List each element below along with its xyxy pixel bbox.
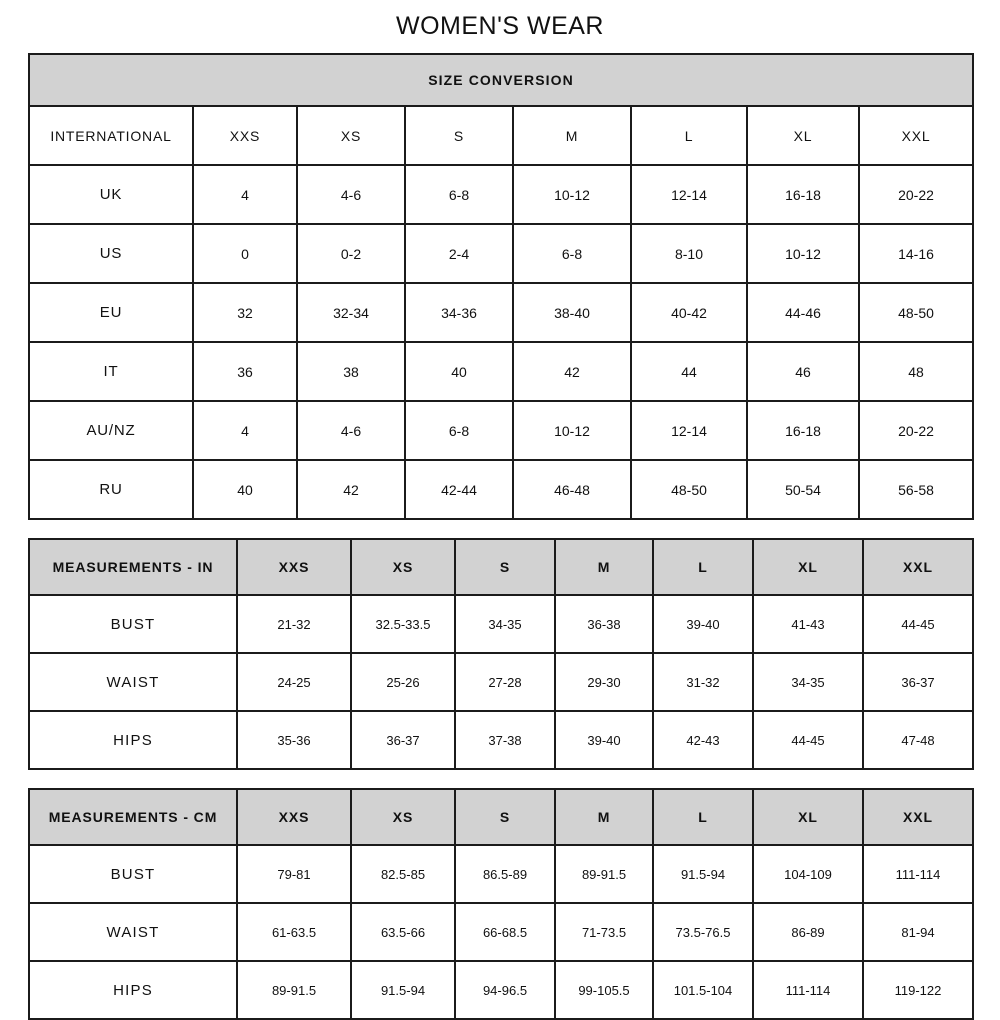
table-row-header: [29, 106, 973, 165]
row-label-uk: UK: [29, 165, 193, 224]
row-label-in-bust: BUST: [29, 595, 237, 653]
cell-us-xxl: 14-16: [859, 224, 973, 283]
cell-in-waist-xl: 34-35: [753, 653, 863, 711]
col-header-m: M: [513, 106, 631, 165]
cell-ru-m: 46-48: [513, 460, 631, 519]
cell-it-s: 40: [405, 342, 513, 401]
cell-cm-hips-s: 94-96.5: [455, 961, 555, 1019]
cell-uk-xxs: 4: [193, 165, 297, 224]
cell-cm-hips-l: 101.5-104: [653, 961, 753, 1019]
cell-ru-xxl: 56-58: [859, 460, 973, 519]
cell-eu-xxl: 48-50: [859, 283, 973, 342]
cell-cm-hips-xs: 91.5-94: [351, 961, 455, 1019]
cell-cm-bust-xxl: 111-114: [863, 845, 973, 903]
table-row: [29, 903, 973, 961]
cell-us-xs: 0-2: [297, 224, 405, 283]
cell-in-bust-xs: 32.5-33.5: [351, 595, 455, 653]
row-label-eu: EU: [29, 283, 193, 342]
col-header-cm-m: M: [555, 789, 653, 845]
cell-ru-xl: 50-54: [747, 460, 859, 519]
col-header-l: L: [631, 106, 747, 165]
cell-in-bust-xxl: 44-45: [863, 595, 973, 653]
col-header-in-m: M: [555, 539, 653, 595]
col-header-cm-xxs: XXS: [237, 789, 351, 845]
cell-cm-bust-xxs: 79-81: [237, 845, 351, 903]
col-header-in-xxl: XXL: [863, 539, 973, 595]
table-row: [29, 711, 973, 769]
col-header-xxl: XXL: [859, 106, 973, 165]
col-header-in-xl: XL: [753, 539, 863, 595]
col-header-measurements-in: MEASUREMENTS - IN: [29, 539, 237, 595]
cell-aunz-m: 10-12: [513, 401, 631, 460]
cell-us-xl: 10-12: [747, 224, 859, 283]
cell-it-l: 44: [631, 342, 747, 401]
row-label-ru: RU: [29, 460, 193, 519]
cell-uk-xl: 16-18: [747, 165, 859, 224]
cell-it-m: 42: [513, 342, 631, 401]
cell-in-hips-xs: 36-37: [351, 711, 455, 769]
cell-in-waist-s: 27-28: [455, 653, 555, 711]
cell-cm-bust-xs: 82.5-85: [351, 845, 455, 903]
col-header-xxs: XXS: [193, 106, 297, 165]
cell-us-m: 6-8: [513, 224, 631, 283]
cell-uk-l: 12-14: [631, 165, 747, 224]
cell-eu-xl: 44-46: [747, 283, 859, 342]
col-header-international: INTERNATIONAL: [29, 106, 193, 165]
cell-in-waist-xs: 25-26: [351, 653, 455, 711]
cell-eu-m: 38-40: [513, 283, 631, 342]
size-conversion-banner: SIZE CONVERSION: [29, 54, 973, 106]
row-label-cm-hips: HIPS: [29, 961, 237, 1019]
cell-ru-s: 42-44: [405, 460, 513, 519]
cell-aunz-xs: 4-6: [297, 401, 405, 460]
cell-cm-waist-xxl: 81-94: [863, 903, 973, 961]
col-header-cm-xl: XL: [753, 789, 863, 845]
cell-cm-waist-l: 73.5-76.5: [653, 903, 753, 961]
cell-aunz-l: 12-14: [631, 401, 747, 460]
row-label-us: US: [29, 224, 193, 283]
table-row: [29, 224, 973, 283]
col-header-cm-l: L: [653, 789, 753, 845]
col-header-in-xs: XS: [351, 539, 455, 595]
measurements-cm-table: [28, 788, 974, 1020]
cell-cm-bust-xl: 104-109: [753, 845, 863, 903]
col-header-cm-xxl: XXL: [863, 789, 973, 845]
table-row: [29, 342, 973, 401]
cell-eu-xxs: 32: [193, 283, 297, 342]
row-label-aunz: AU/NZ: [29, 401, 193, 460]
col-header-xl: XL: [747, 106, 859, 165]
cell-us-l: 8-10: [631, 224, 747, 283]
col-header-in-l: L: [653, 539, 753, 595]
cell-ru-xxs: 40: [193, 460, 297, 519]
cell-uk-xs: 4-6: [297, 165, 405, 224]
cell-it-xxl: 48: [859, 342, 973, 401]
table-row-header: [29, 789, 973, 845]
cell-aunz-xl: 16-18: [747, 401, 859, 460]
table-row: [29, 460, 973, 519]
cell-it-xxs: 36: [193, 342, 297, 401]
table-row: [29, 165, 973, 224]
cell-cm-bust-s: 86.5-89: [455, 845, 555, 903]
col-header-in-s: S: [455, 539, 555, 595]
cell-cm-hips-m: 99-105.5: [555, 961, 653, 1019]
cell-cm-hips-xxs: 89-91.5: [237, 961, 351, 1019]
cell-in-hips-s: 37-38: [455, 711, 555, 769]
cell-in-bust-s: 34-35: [455, 595, 555, 653]
measurements-inches-table: [28, 538, 974, 770]
cell-cm-bust-m: 89-91.5: [555, 845, 653, 903]
col-header-s: S: [405, 106, 513, 165]
table-row: [29, 283, 973, 342]
col-header-cm-xs: XS: [351, 789, 455, 845]
cell-ru-l: 48-50: [631, 460, 747, 519]
cell-in-waist-xxs: 24-25: [237, 653, 351, 711]
col-header-cm-s: S: [455, 789, 555, 845]
cell-in-bust-xl: 41-43: [753, 595, 863, 653]
row-label-cm-waist: WAIST: [29, 903, 237, 961]
cell-in-waist-xxl: 36-37: [863, 653, 973, 711]
cell-aunz-s: 6-8: [405, 401, 513, 460]
cell-uk-m: 10-12: [513, 165, 631, 224]
cell-ru-xs: 42: [297, 460, 405, 519]
row-label-cm-bust: BUST: [29, 845, 237, 903]
page-title: WOMEN'S WEAR: [396, 12, 604, 40]
cell-in-bust-xxs: 21-32: [237, 595, 351, 653]
cell-in-hips-l: 42-43: [653, 711, 753, 769]
table-row: [29, 653, 973, 711]
col-header-in-xxs: XXS: [237, 539, 351, 595]
table-row-header: [29, 539, 973, 595]
cell-eu-l: 40-42: [631, 283, 747, 342]
cell-us-xxs: 0: [193, 224, 297, 283]
cell-in-hips-xxs: 35-36: [237, 711, 351, 769]
cell-cm-waist-m: 71-73.5: [555, 903, 653, 961]
cell-it-xl: 46: [747, 342, 859, 401]
cell-cm-waist-xxs: 61-63.5: [237, 903, 351, 961]
col-header-measurements-cm: MEASUREMENTS - CM: [29, 789, 237, 845]
cell-it-xs: 38: [297, 342, 405, 401]
cell-in-waist-l: 31-32: [653, 653, 753, 711]
cell-uk-s: 6-8: [405, 165, 513, 224]
cell-in-waist-m: 29-30: [555, 653, 653, 711]
cell-cm-waist-xl: 86-89: [753, 903, 863, 961]
col-header-xs: XS: [297, 106, 405, 165]
table-row: [29, 595, 973, 653]
cell-in-bust-l: 39-40: [653, 595, 753, 653]
size-conversion-table: [28, 53, 974, 520]
table-row-banner: [29, 54, 973, 106]
cell-aunz-xxl: 20-22: [859, 401, 973, 460]
cell-in-hips-m: 39-40: [555, 711, 653, 769]
cell-cm-hips-xxl: 119-122: [863, 961, 973, 1019]
cell-eu-xs: 32-34: [297, 283, 405, 342]
table-row: [29, 401, 973, 460]
cell-aunz-xxs: 4: [193, 401, 297, 460]
cell-cm-waist-xs: 63.5-66: [351, 903, 455, 961]
row-label-in-hips: HIPS: [29, 711, 237, 769]
cell-cm-bust-l: 91.5-94: [653, 845, 753, 903]
cell-eu-s: 34-36: [405, 283, 513, 342]
cell-in-bust-m: 36-38: [555, 595, 653, 653]
table-row: [29, 961, 973, 1019]
cell-uk-xxl: 20-22: [859, 165, 973, 224]
row-label-in-waist: WAIST: [29, 653, 237, 711]
cell-us-s: 2-4: [405, 224, 513, 283]
row-label-it: IT: [29, 342, 193, 401]
cell-cm-hips-xl: 111-114: [753, 961, 863, 1019]
cell-in-hips-xxl: 47-48: [863, 711, 973, 769]
table-row: [29, 845, 973, 903]
cell-in-hips-xl: 44-45: [753, 711, 863, 769]
cell-cm-waist-s: 66-68.5: [455, 903, 555, 961]
